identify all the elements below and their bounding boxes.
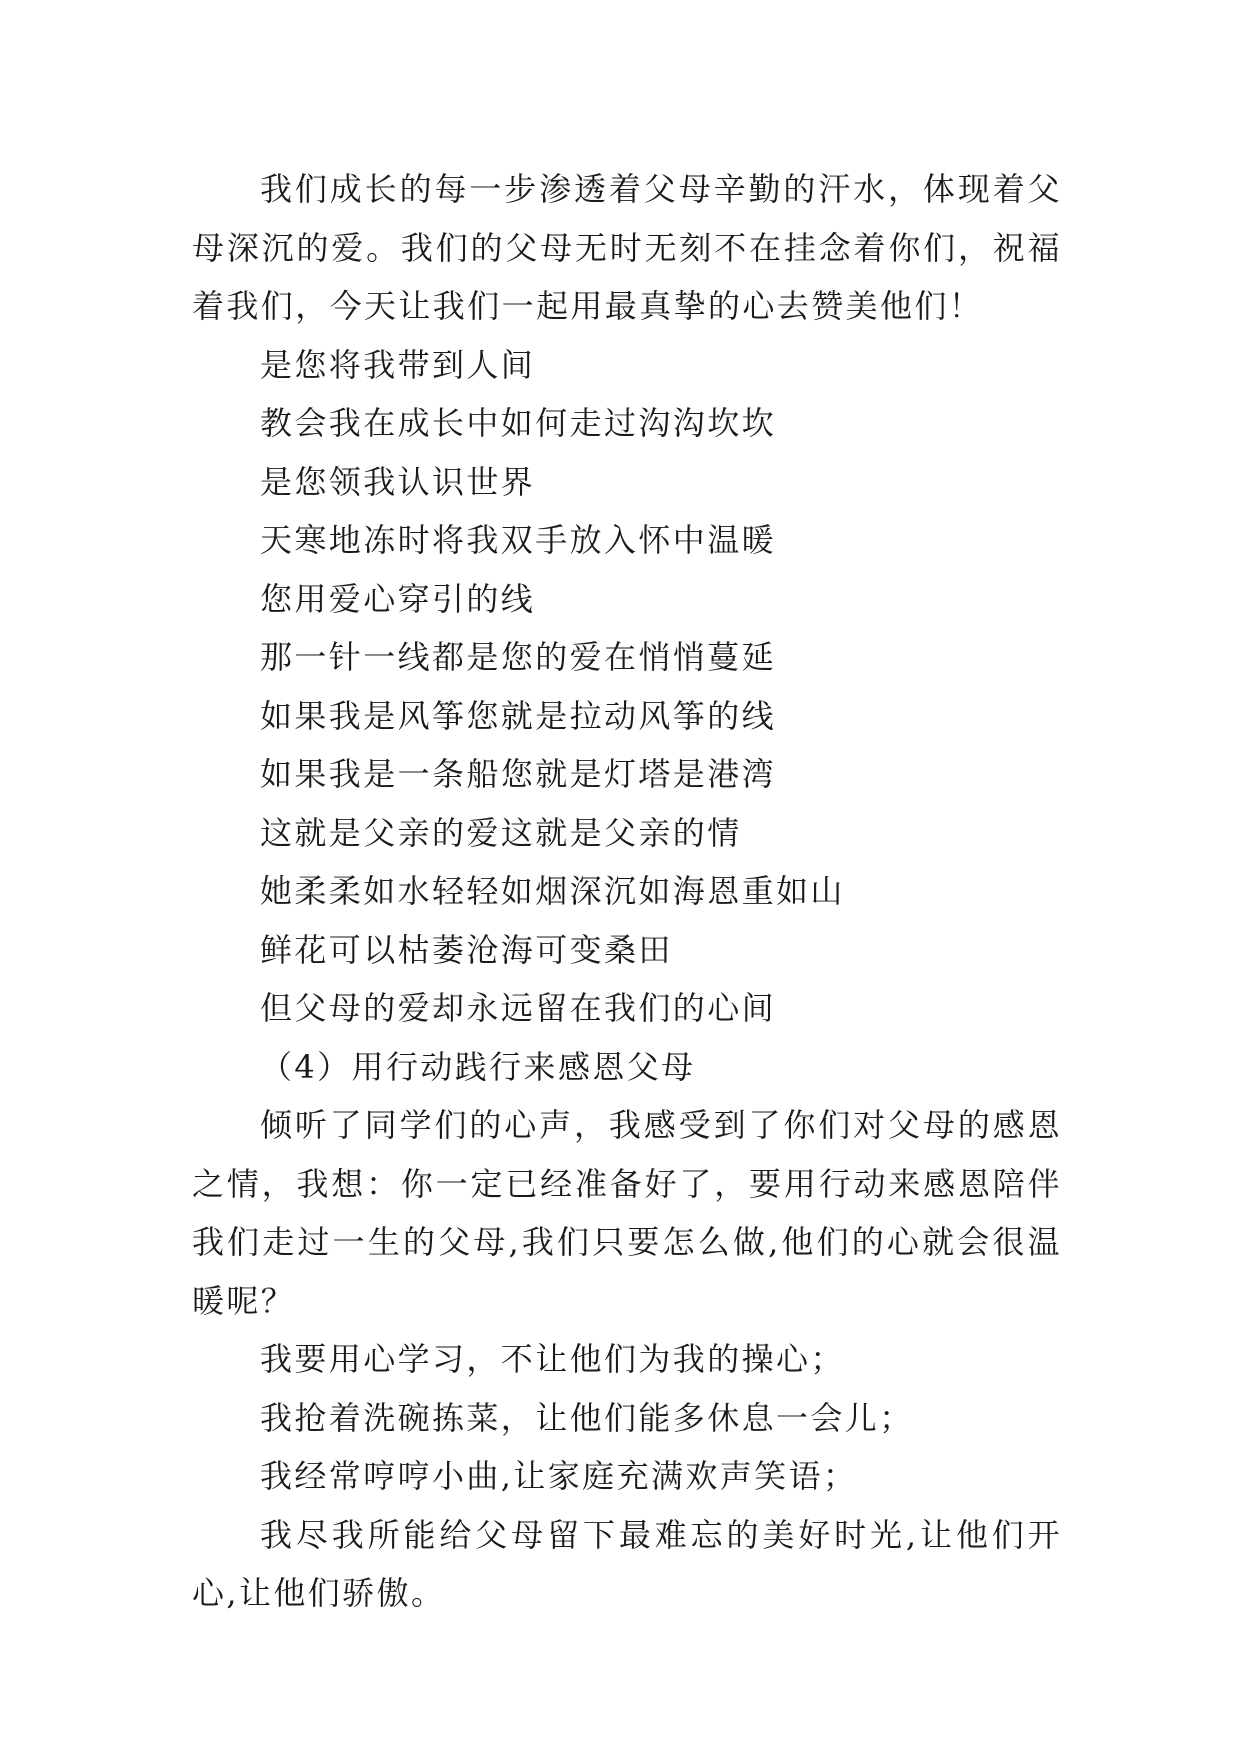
poem-line: 是您将我带到人间 (260, 345, 536, 384)
poem-line: 如果我是风筝您就是拉动风筝的线 (260, 696, 777, 735)
poem-line: 鲜花可以枯萎沧海可变桑田 (260, 930, 673, 969)
poem-line: 是您领我认识世界 (260, 462, 536, 501)
paragraph-closing: 我尽我所能给父母留下最难忘的美好时光,让他们开心,让他们骄傲。 (192, 1515, 1062, 1612)
poem-line: 那一针一线都是您的爱在悄悄蔓延 (260, 638, 777, 676)
poem-line: 如果我是一条船您就是灯塔是港湾 (260, 755, 777, 793)
list-line: 我抢着洗碗拣菜，让他们能多休息一会儿； (260, 1398, 914, 1437)
poem-line: 教会我在成长中如何走过沟沟坎坎 (260, 404, 777, 442)
paragraph-body: 倾听了同学们的心声，我感受到了你们对父母的感恩之情，我想：你一定已经准备好了，要用行动来感恩陪伴我们走过一生的父母,我们只要怎么做,他们的心就会很温暖呢？ (192, 1106, 1062, 1320)
list-line: 我经常哼哼小曲,让家庭充满欢声笑语； (260, 1457, 858, 1495)
document-body (192, 160, 1062, 1623)
poem-line: 您用爱心穿引的线 (260, 579, 536, 618)
poem-line: 天寒地冻时将我双手放入怀中温暖 (260, 521, 777, 559)
poem-line: 这就是父亲的爱这就是父亲的情 (260, 813, 742, 852)
list-line: 我要用心学习，不让他们为我的操心； (260, 1340, 845, 1378)
section-heading: （4）用行动践行来感恩父母 (260, 1047, 696, 1086)
poem-line: 但父母的爱却永远留在我们的心间 (260, 989, 777, 1027)
poem-line: 她柔柔如水轻轻如烟深沉如海恩重如山 (260, 872, 845, 910)
paragraph-intro: 我们成长的每一步渗透着父母辛勤的汗水，体现着父母深沉的爱。我们的父母无时无刻不在挂念着你们，祝福着我们，今天让我们一起用最真挚的心去赞美他们！ (192, 170, 1062, 325)
